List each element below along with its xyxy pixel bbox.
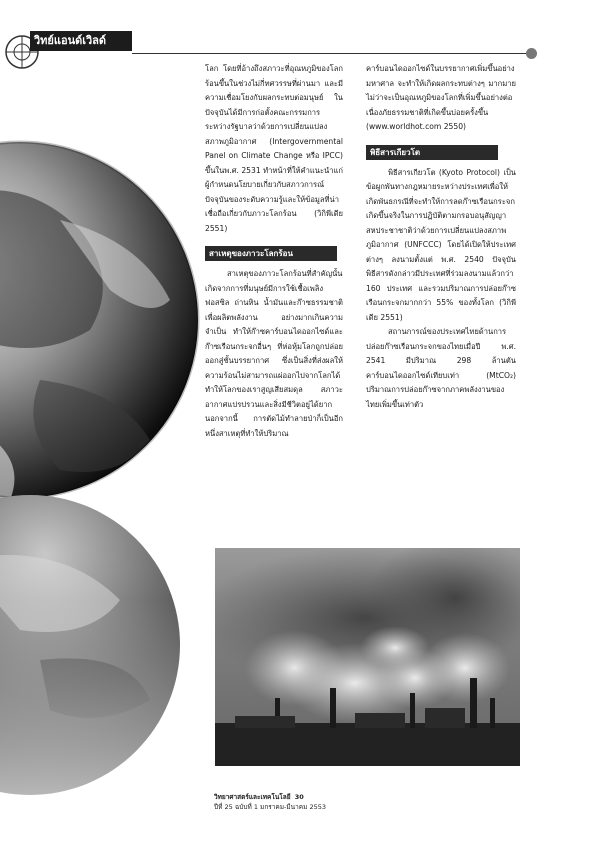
journal-title: วิทยาศาสตร์และเทคโนโลยี: [214, 793, 291, 801]
right-text-column: [366, 62, 516, 412]
page-number: 30: [294, 793, 304, 801]
kyoto-section-heading: พิธีสารเกียวโต: [366, 145, 498, 160]
header-dot-icon: [526, 48, 537, 59]
earth-globe-image: [0, 0, 210, 842]
smoke-illustration: [215, 548, 520, 766]
left-text-column: [205, 62, 343, 441]
kyoto-paragraph: พิธีสารเกียวโต (Kyoto Protocol) เป็นข้อผูกพันทางกฎหมายระหว่างประเทศเพื่อให้เกิดพันธกรณีที่จะทำให้การลดก๊าซเรือนกระจกเกิดขึ้นจริงในการปฏิบัติตามกรอบอนุสัญญาสหประชาชาติว่าด้วยการเปลี่ยนแปลงสภาพภูมิอากาศ (UNFCCC) โดยได้เปิดให้ประเทศต่างๆ ลงนามตั้งแต่ พ.ศ. 2540 ปัจจุบัน พิธีสารดังกล่าวมีประเทศที่ร่วมลงนามแล้วกว่า 160 ประเทศ และรวมปริมาณการปล่อยก๊าซเรือนกระจกมากกว่า 55% ของทั้งโลก (วิกิพีเดีย 2551): [366, 167, 516, 322]
issue-line: ปีที่ 25 ฉบับที่ 1 มกราคม-มีนาคม 2553: [214, 803, 327, 811]
factory-smoke-photo: [215, 548, 520, 766]
cause-section-heading: สาเหตุของภาวะโลกร้อน: [205, 246, 337, 261]
intro-paragraph: โลก โดยที่อ้างถึงสภาวะที่อุณหภูมิของโลกร้อนขึ้นในช่วงไม่กี่ทศวรรษที่ผ่านมา และมีความเชื่อมโยงกับผลกระทบต่อมนุษย์ ในปัจจุบันได้มีการก่อตั้งคณะกรรมการระหว่างรัฐบาลว่าด้วยการเปลี่ยนแปลงสภาพภูมิอากาศ (Intergovernmental Panel on Climate Change หรือ IPCC) ขึ้นในพ.ศ. 2531 ทำหน้าที่ให้คำแนะนำแก่ผู้กำหนดนโยบายเกี่ยวกับสภาวการณ์ปัจจุบันของระดับความรู้และให้ข้อมูลที่น่าเชื่อถือเกี่ยวกับภาวะโลกร้อน (วิกิพีเดีย 2551): [205, 64, 343, 233]
globe-svg: [0, 0, 210, 842]
section-tab: วิทย์แอนด์เวิลด์: [30, 31, 132, 51]
top-paragraph: คาร์บอนไดออกไซด์ในบรรยากาศเพิ่มขึ้นอย่างมหาศาล จะทำให้เกิดผลกระทบต่างๆ มากมาย ไม่ว่าจะเป็นอุณหภูมิของโลกที่เพิ่มขึ้นอย่างต่อเนื่องภัยธรรมชาติที่เกิดขึ้นบ่อยครั้งขึ้น (www.worldhot.com 2550): [366, 64, 516, 131]
page-footer: [214, 792, 326, 812]
thailand-paragraph: สถานการณ์ของประเทศไทยด้านการปล่อยก๊าซเรือนกระจกของไทยเมื่อปี พ.ศ. 2541 มีปริมาณ 298 ล้านตันคาร์บอนไดออกไซด์เทียบเท่า (MtCO₂) ปริมาณการปล่อยก๊าซจากภาคพลังงานของไทยเพิ่มขึ้นเท่าตัว: [366, 327, 516, 409]
header-rule: [132, 53, 536, 54]
cause-paragraph: สาเหตุของภาวะโลกร้อนที่สำคัญนั้นเกิดจากการที่มนุษย์มีการใช้เชื้อเพลิงฟอสซิล ถ่านหิน น้ำมันและก๊าซธรรมชาติ เพื่อผลิตพลังงาน อย่างมากเกินความจำเป็น ทำให้ก๊าซคาร์บอนไดออกไซด์และก๊าซเรือนกระจกอื่นๆ ที่ห่อหุ้มโลกถูกปล่อยออกสู่ชั้นบรรยากาศ ซึ่งเป็นสิ่งที่ส่งผลให้ความร้อนไม่สามารถแผ่ออกไปจากโลกได้ ทำให้โลกของเราสูญเสียสมดุล สภาวะอากาศแปรปรวนและสิ่งมีชีวิตอยู่ได้ยาก นอกจากนี้ การตัดไม้ทำลายป่าก็เป็นอีกหนึ่งสาเหตุที่ทำให้ปริมาณ: [205, 269, 343, 438]
